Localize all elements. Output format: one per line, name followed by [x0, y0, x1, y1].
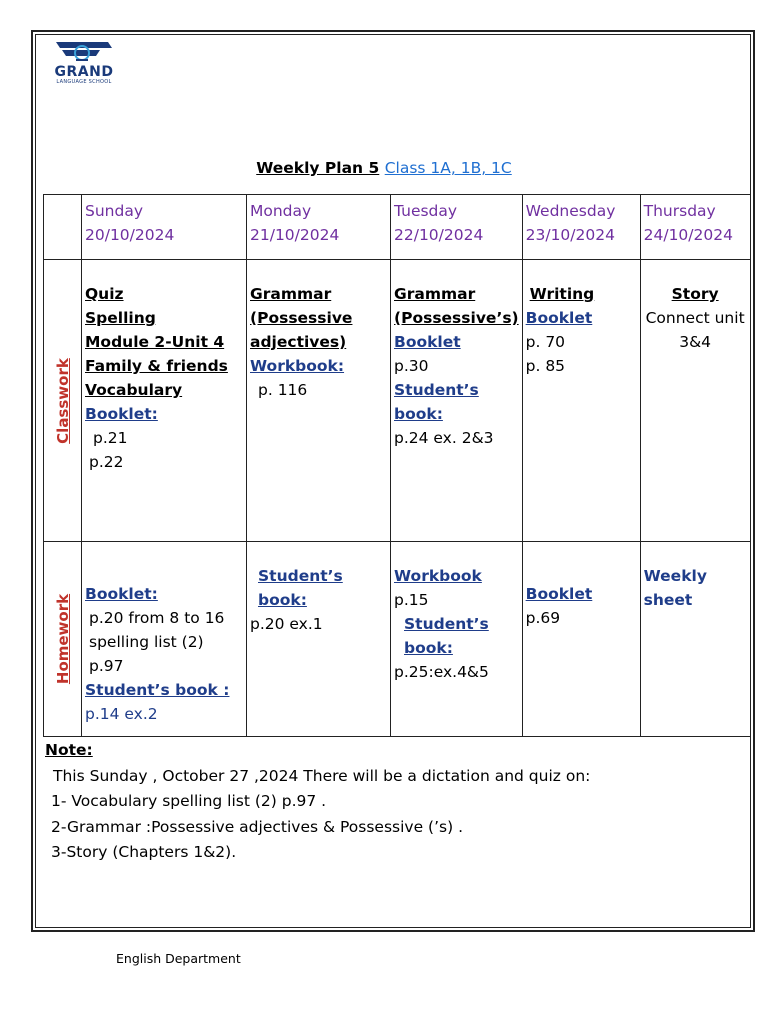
hw-text: p.20 from 8 to 16 spelling list (2) p.97 — [89, 609, 225, 675]
homework-wednesday — [522, 542, 640, 737]
hw-text: Booklet: — [85, 585, 158, 603]
day-date: 22/10/2024 — [394, 226, 484, 244]
cw-text: Booklet — [394, 333, 461, 351]
cw-text: p.22 — [89, 453, 124, 471]
day-name: Wednesday — [525, 202, 616, 220]
homework-thursday — [640, 542, 750, 737]
class-list: Class 1A, 1B, 1C — [384, 159, 512, 177]
hw-text: p.15 — [394, 591, 429, 609]
cw-text: Spelling — [85, 309, 156, 327]
hw-text: Student’s book: — [258, 567, 343, 609]
cw-text: Booklet: — [85, 405, 158, 423]
day-header-sunday — [82, 195, 247, 260]
note-section — [45, 738, 590, 866]
homework-label: Homework — [53, 593, 72, 685]
plan-title: Weekly Plan 5 — [256, 159, 380, 177]
logo-subtitle: LANGUAGE SCHOOL — [56, 79, 112, 85]
hw-text: p.20 ex.1 — [250, 615, 323, 633]
day-name: Tuesday — [394, 202, 458, 220]
day-header-monday — [247, 195, 391, 260]
weekly-plan-table — [43, 194, 751, 737]
cw-text: p.30 — [394, 357, 429, 375]
cw-text: Vocabulary — [85, 381, 183, 399]
day-date: 21/10/2024 — [250, 226, 340, 244]
cw-text: p. 116 — [258, 381, 308, 399]
cw-text: Booklet — [525, 309, 593, 327]
hw-text: p.25:ex.4&5 — [394, 663, 489, 681]
cw-text: p.24 ex. 2&3 — [394, 429, 494, 447]
note-line: 3-Story (Chapters 1&2). — [51, 843, 237, 861]
cw-text: Grammar (Possessive adjectives) — [250, 285, 353, 351]
day-date: 24/10/2024 — [643, 226, 733, 244]
classwork-label-cell — [44, 260, 82, 542]
classwork-sunday — [82, 260, 247, 542]
day-date: 23/10/2024 — [525, 226, 615, 244]
day-header-tuesday — [391, 195, 523, 260]
cw-text: Story — [671, 285, 719, 303]
note-line: 2-Grammar :Possessive adjectives & Possessive (’s) . — [51, 817, 463, 836]
cw-text: Student’s book: — [394, 381, 479, 423]
footer-department: English Department — [116, 951, 241, 966]
classwork-row — [44, 260, 751, 542]
classwork-tuesday — [391, 260, 523, 542]
cw-text: Writing — [529, 285, 595, 303]
note-title: Note: — [45, 741, 93, 759]
classwork-wednesday — [522, 260, 640, 542]
hw-text: p.14 ex.2 — [85, 705, 158, 723]
cw-text: p. 70 — [525, 333, 566, 351]
cw-text: Family & friends — [85, 357, 228, 375]
hw-text: Workbook — [394, 567, 482, 585]
homework-sunday — [82, 542, 247, 737]
homework-label-cell — [44, 542, 82, 737]
day-header-thursday — [640, 195, 750, 260]
cw-text: Module 2-Unit 4 — [85, 333, 225, 351]
logo-name: GRAND — [54, 64, 114, 80]
corner-cell — [44, 195, 82, 260]
homework-monday — [247, 542, 391, 737]
cw-text: Grammar (Possessive’s) — [394, 285, 519, 327]
cw-text: Quiz — [85, 285, 124, 303]
classwork-label: Classwork — [53, 357, 72, 444]
note-line: This Sunday , October 27 ,2024 There will be a dictation and quiz on: — [53, 766, 591, 785]
cw-text: Workbook: — [250, 357, 345, 375]
hw-text: Weekly sheet — [643, 567, 707, 609]
hw-text: Booklet — [525, 585, 593, 603]
classwork-monday — [247, 260, 391, 542]
homework-tuesday — [391, 542, 523, 737]
homework-row — [44, 542, 751, 737]
day-header-row — [44, 195, 751, 260]
cw-text: Connect unit 3&4 — [645, 309, 745, 351]
day-name: Monday — [250, 202, 312, 220]
day-name: Sunday — [85, 202, 143, 220]
hw-text: Student’s book: — [404, 615, 489, 657]
day-header-wednesday — [522, 195, 640, 260]
cw-text: p.21 — [93, 429, 128, 447]
day-name: Thursday — [643, 202, 716, 220]
page-title — [0, 159, 768, 177]
hw-text: p.69 — [525, 609, 561, 627]
day-date: 20/10/2024 — [85, 226, 175, 244]
note-line: 1- Vocabulary spelling list (2) p.97 . — [51, 792, 327, 810]
hw-text: Student’s book : — [85, 681, 230, 699]
classwork-thursday — [640, 260, 750, 542]
cw-text: p. 85 — [525, 357, 566, 375]
